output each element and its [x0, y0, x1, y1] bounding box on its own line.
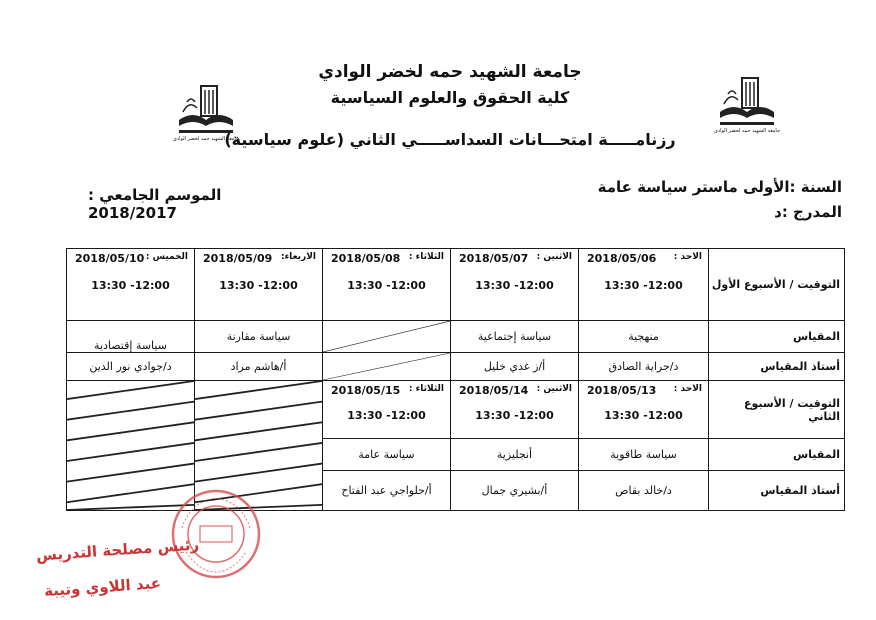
- week1-day-3: [323, 249, 451, 321]
- exam-time: 12:00- 13:30: [475, 279, 554, 292]
- university-logo-right: [716, 74, 778, 130]
- week2-day-3: [323, 381, 451, 439]
- signature-title: رئيس مصلحة التدريس: [35, 535, 200, 565]
- subject-cell: أنجليزية: [451, 439, 579, 471]
- professor-label: أستاذ المقياس: [709, 471, 845, 511]
- professor-cell: د/خالد بقاص: [579, 471, 709, 511]
- university-name: جامعة الشهيد حمه لخضر الوادي: [318, 62, 582, 82]
- day-name: الاحد :: [673, 384, 702, 394]
- day-date: 2018/05/10: [75, 252, 145, 265]
- professor-cell: أ/هاشم مراد: [195, 353, 323, 381]
- week1-day-1: [579, 249, 709, 321]
- week1-day-4: [195, 249, 323, 321]
- day-name: الاثنين :: [536, 252, 572, 262]
- signature-name: عبد اللاوي وتيبة: [43, 573, 162, 601]
- day-date: 2018/05/07: [459, 252, 529, 265]
- day-name: الخميس :: [145, 252, 188, 262]
- professor-cell: أ/ز غدي خليل: [451, 353, 579, 381]
- exam-schedule-table: [66, 248, 845, 511]
- exam-time: 12:00- 13:30: [91, 279, 170, 292]
- day-date: 2018/05/15: [331, 384, 401, 397]
- subject-cell: سياسة إجتماعية: [451, 321, 579, 353]
- day-name: الاحد :: [673, 252, 702, 262]
- exam-time: 12:00- 13:30: [347, 279, 426, 292]
- exam-time: 12:00- 13:30: [347, 409, 426, 422]
- professor-cell: د/جوادي نور الدين: [67, 353, 195, 381]
- subject-label: المقياس: [709, 321, 845, 353]
- professor-cell: د/جراية الصادق: [579, 353, 709, 381]
- document-title: رزنامـــــة امتحـــانات السداســـــي الثاني (علوم سياسية): [224, 130, 676, 149]
- exam-time: 12:00- 13:30: [219, 279, 298, 292]
- day-name: الثلاثاء :: [408, 384, 444, 394]
- week2-day-2: [451, 381, 579, 439]
- exam-time: 12:00- 13:30: [604, 409, 683, 422]
- empty-cell: [323, 353, 451, 381]
- faculty-name: كلية الحقوق والعلوم السياسية: [330, 88, 570, 107]
- day-date: 2018/05/06: [587, 252, 657, 265]
- exam-time: 12:00- 13:30: [475, 409, 554, 422]
- professor-label: أستاذ المقياس: [709, 353, 845, 381]
- empty-cell: [323, 321, 451, 353]
- day-name: الثلاثاء :: [408, 252, 444, 262]
- professor-cell: أ/بشيري جمال: [451, 471, 579, 511]
- day-name: الاثنين :: [536, 384, 572, 394]
- week1-day-2: [451, 249, 579, 321]
- logo-caption-right: جامعة الشهيد حمه لخضر الوادي: [713, 128, 781, 134]
- day-date: 2018/05/09: [203, 252, 273, 265]
- week2-day-1: [579, 381, 709, 439]
- year-label: السنة :الأولى ماستر سياسة عامة: [597, 178, 842, 196]
- week1-time-row: [67, 249, 845, 321]
- official-stamp: [170, 488, 262, 580]
- subject-cell: سياسة طاقوية: [579, 439, 709, 471]
- week1-professor-row: [67, 353, 845, 381]
- logo-caption-left: جامعة الشهيد حمه لخضر الوادي: [172, 136, 240, 142]
- exam-time: 12:00- 13:30: [604, 279, 683, 292]
- week1-subject-row: [67, 321, 845, 353]
- week1-day-5: [67, 249, 195, 321]
- week2-label: التوقيت / الأسبوع الثاني: [709, 381, 845, 439]
- subject-label: المقياس: [709, 439, 845, 471]
- day-date: 2018/05/13: [587, 384, 657, 397]
- subject-cell: سياسة مقارنة: [195, 321, 323, 353]
- week2-time-row: [67, 381, 845, 439]
- week1-label: التوقيت / الأسبوع الأول: [709, 249, 845, 321]
- season-label: الموسم الجامعي : 2018/2017: [88, 186, 222, 222]
- subject-cell: سياسة إقتصادية: [67, 321, 195, 353]
- day-date: 2018/05/14: [459, 384, 529, 397]
- hall-label: المدرج :د: [774, 203, 842, 221]
- professor-cell: أ/حلواجي عبد الفتاح: [323, 471, 451, 511]
- subject-cell: سياسة عامة: [323, 439, 451, 471]
- day-name: الاربعاء:: [280, 252, 316, 262]
- subject-cell: منهجية: [579, 321, 709, 353]
- day-date: 2018/05/08: [331, 252, 401, 265]
